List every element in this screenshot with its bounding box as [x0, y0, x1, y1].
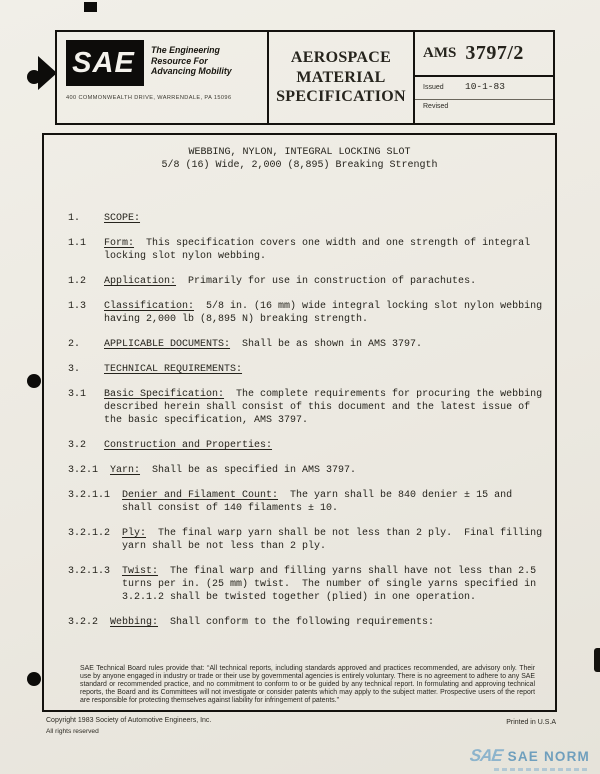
norm-stamp [470, 746, 590, 771]
scan-mark [84, 2, 97, 12]
logo-row [66, 40, 263, 86]
paragraph-number: 1. [68, 213, 81, 224]
spec-paragraph [68, 527, 548, 553]
spec-paragraph [68, 275, 548, 288]
paragraph-text: This specification covers one width and one strength of integral locking slot nylon webbing. [104, 238, 537, 262]
spec-paragraph [68, 565, 548, 604]
paragraph-number: 1.2 [68, 276, 87, 287]
spec-paragraph [68, 300, 548, 326]
doc-number-prefix: AMS [423, 45, 457, 61]
paragraph-text: Shall conform to the following requirements: [158, 617, 435, 628]
paragraph-text: The complete requirements for procuring the webbing described herein shall consist of this document and the latest issue of the basic specification, AMS 3797. [104, 389, 549, 426]
revised-label: Revised [423, 103, 449, 110]
sae-norm-logo-icon: SAE [468, 746, 504, 765]
paragraph-heading: Construction and Properties: [104, 440, 273, 451]
sae-norm-label: SAE NORM [507, 748, 590, 764]
punch-hole [27, 672, 41, 686]
spec-title-line: WEBBING, NYLON, INTEGRAL LOCKING SLOT [188, 147, 411, 158]
paragraph-heading: Webbing: [110, 617, 159, 628]
spec-paragraph [68, 464, 548, 477]
paragraph-heading: TECHNICAL REQUIREMENTS: [104, 364, 243, 375]
paragraph-number: 2. [68, 339, 81, 350]
paragraph-heading: Ply: [122, 528, 147, 539]
spec-paragraph [68, 439, 548, 452]
tagline-line: Advancing Mobility [151, 66, 232, 76]
sae-logo-icon: SAE [66, 40, 144, 86]
tagline [151, 40, 232, 77]
paragraph-text: The yarn shall be 840 denier ± 15 and shall consist of 140 filaments ± 10. [122, 490, 519, 514]
spec-paragraph [68, 388, 548, 427]
paragraph-text: The final warp yarn shall be not less than 2 ply. Final filling yarn shall be not less than 2 ply. [122, 528, 549, 552]
punch-hole [27, 374, 41, 388]
address: 400 COMMONWEALTH DRIVE, WARRENDALE, PA 15096 [66, 95, 232, 101]
paragraph-heading: Application: [104, 276, 177, 287]
spec-paragraph [68, 338, 548, 351]
paragraph-heading: Form: [104, 238, 135, 249]
norm-stamp-row [470, 746, 590, 766]
spec-body [42, 133, 557, 712]
doc-number-block [415, 32, 553, 123]
issued-label: Issued [423, 84, 444, 91]
paragraph-heading: SCOPE: [104, 213, 141, 224]
paragraph-number: 3. [68, 364, 81, 375]
issued-date: 10-1-83 [465, 81, 505, 92]
paragraph-heading: Twist: [122, 566, 159, 577]
disclaimer: SAE Technical Board rules provide that: “All technical reports, including standards approved and practices recommended, are advisory only. Their use by anyone engaged in industry or trade or their use by governmental agencies is entirely voluntary. There is no agreement to adhere to any SAE standard or recommended practice, and no commitment to conform to or be guided by any technical report. In formulating and approving technical reports, the Board and its Committees will not investigate or consider patents which may apply to the subject matter. Prospective users of the report are responsible for protecting themselves against liability for infringement of patents.” [80, 665, 535, 704]
spec-paragraph [68, 489, 548, 515]
paragraph-number: 1.3 [68, 301, 87, 312]
paragraph-text: Shall be as specified in AMS 3797. [140, 465, 357, 476]
paragraph-text: 5/8 in. (16 mm) wide integral locking slot nylon webbing having 2,000 lb (8,895 N) breaking strength. [104, 301, 549, 325]
spec-title [44, 146, 555, 172]
norm-stamp-subline [494, 768, 590, 771]
revised-row [415, 99, 553, 123]
paragraph-heading: APPLICABLE DOCUMENTS: [104, 339, 231, 350]
doc-type-line: MATERIAL [296, 68, 386, 86]
header [55, 30, 555, 125]
doc-type [267, 32, 415, 123]
spec-paragraph [68, 237, 548, 263]
paragraph-number: 3.2.1.1 [68, 490, 111, 501]
paragraph-number: 3.2.2 [68, 617, 99, 628]
header-brand [57, 32, 267, 123]
tagline-line: The Engineering [151, 45, 220, 55]
doc-type-line: SPECIFICATION [276, 88, 406, 106]
paragraph-number: 3.2.1 [68, 465, 99, 476]
tagline-line: Resource For [151, 55, 208, 66]
doc-number: 3797/2 [465, 42, 524, 64]
paragraph-heading: Yarn: [110, 465, 141, 476]
spec-paragraph [68, 363, 548, 376]
copyright-line: Copyright 1983 Society of Automotive Engineers, Inc. [46, 717, 212, 724]
scan-artifact [594, 648, 600, 672]
paragraph-text: The final warp and filling yarns shall have not less than 2.5 turns per in. (25 mm) twist. The number of single yarns specified in 3.2.1.2 shall be twisted together (plied) in one operation. [122, 566, 543, 603]
copyright [46, 716, 211, 736]
spec-paragraph [68, 212, 548, 225]
issued-row [415, 77, 553, 99]
doc-number-row [415, 32, 553, 77]
paragraph-number: 1.1 [68, 238, 87, 249]
rights-line: All rights reserved [46, 728, 99, 735]
paragraph-text: Primarily for use in construction of parachutes. [176, 276, 477, 287]
paragraph-heading: Classification: [104, 301, 195, 312]
doc-type-line: AEROSPACE [290, 49, 392, 67]
spec-paragraph [68, 616, 548, 629]
paragraph-number: 3.2.1.3 [68, 566, 111, 577]
paragraph-number: 3.2 [68, 440, 87, 451]
printed-in: Printed in U.S.A [506, 719, 556, 726]
paragraph-number: 3.2.1.2 [68, 528, 111, 539]
spec-paragraphs [68, 212, 548, 629]
paragraph-heading: Denier and Filament Count: [122, 490, 279, 501]
paragraph-text: Shall be as shown in AMS 3797. [230, 339, 423, 350]
spec-title-line: 5/8 (16) Wide, 2,000 (8,895) Breaking Strength [161, 160, 438, 171]
paragraph-number: 3.1 [68, 389, 87, 400]
paragraph-heading: Basic Specification: [104, 389, 225, 400]
